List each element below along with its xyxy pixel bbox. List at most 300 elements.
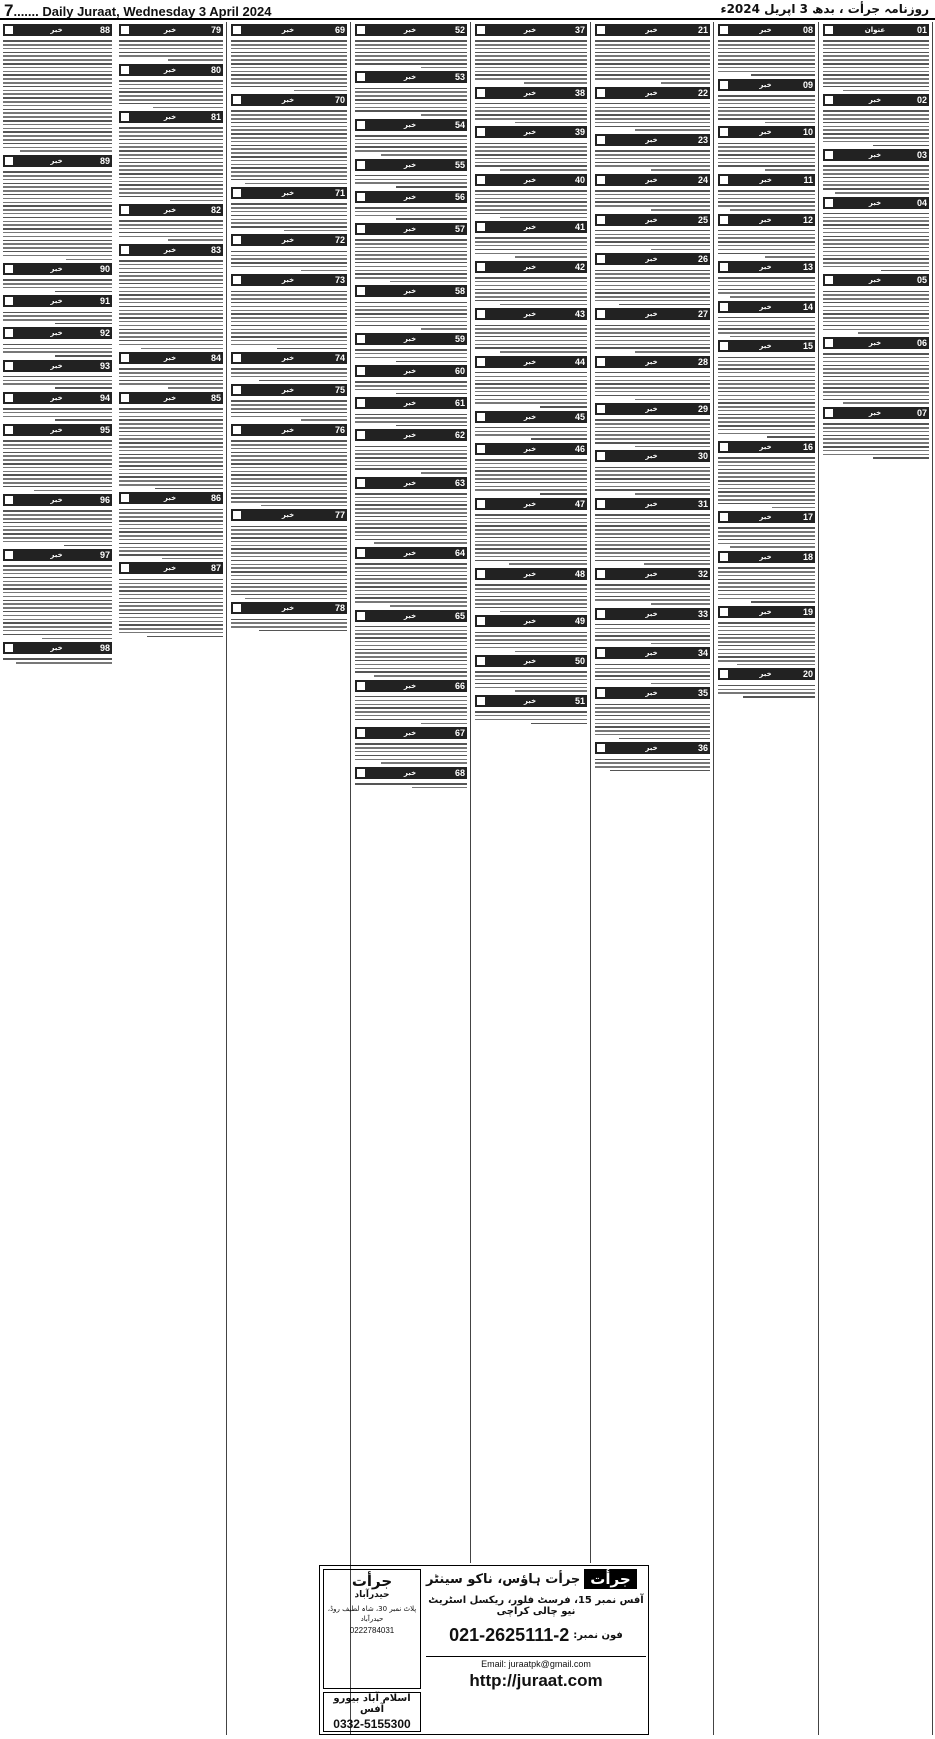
story-number: 12 <box>802 214 813 225</box>
text-line <box>231 266 347 268</box>
text-line <box>595 675 710 677</box>
text-line <box>119 380 223 382</box>
story-title: خبر <box>50 551 63 560</box>
story-title: خبر <box>281 425 295 434</box>
text-line <box>3 474 112 476</box>
masthead-dots: ....... <box>13 4 39 19</box>
text-line <box>595 281 710 283</box>
text-line <box>718 67 815 69</box>
text-line <box>823 122 929 124</box>
text-line <box>119 325 223 327</box>
text-line <box>475 427 587 429</box>
story-title: خبر <box>403 729 417 738</box>
text-line <box>595 544 710 546</box>
text-line <box>475 340 587 342</box>
text-line <box>119 435 223 437</box>
text-line <box>595 599 710 601</box>
text-line <box>595 423 710 425</box>
text-line <box>475 209 587 211</box>
text-line <box>718 472 815 474</box>
text-line <box>355 597 467 599</box>
text-line <box>231 533 347 535</box>
text-line <box>3 101 112 103</box>
news-story <box>119 352 223 389</box>
text-line <box>823 313 929 315</box>
text-line <box>765 256 815 258</box>
news-story <box>823 337 929 404</box>
text-line <box>595 48 710 50</box>
story-title: خبر <box>868 198 882 207</box>
ad-url-link[interactable]: http://juraat.com <box>469 1671 603 1690</box>
text-line <box>355 637 467 639</box>
story-title: خبر <box>868 96 882 105</box>
text-line <box>119 154 223 156</box>
text-line <box>718 63 815 65</box>
ad-logo-row <box>426 1569 646 1589</box>
text-line <box>3 573 112 575</box>
story-body <box>823 286 929 334</box>
story-title: خبر <box>523 175 537 184</box>
text-line <box>595 434 710 436</box>
text-line <box>355 457 467 459</box>
text-line <box>475 474 587 476</box>
text-line <box>595 162 710 164</box>
text-line <box>355 649 467 651</box>
text-line <box>500 304 587 306</box>
story-header <box>3 494 112 506</box>
story-header <box>823 274 929 286</box>
story-header <box>595 568 710 580</box>
news-story <box>718 301 815 338</box>
story-title: خبر <box>523 657 537 666</box>
text-line <box>3 86 112 88</box>
story-marker-icon <box>825 26 833 34</box>
story-marker-icon <box>825 276 833 284</box>
text-line <box>355 668 467 670</box>
text-line <box>355 582 467 584</box>
news-story <box>475 356 587 408</box>
story-title: خبر <box>163 354 177 362</box>
text-line <box>355 277 467 279</box>
news-story <box>595 308 710 352</box>
story-number: 32 <box>697 568 708 579</box>
story-body <box>595 580 710 605</box>
story-title: خبر <box>645 569 658 578</box>
text-line <box>765 122 815 124</box>
story-title: خبر <box>403 160 417 169</box>
text-line <box>635 129 710 131</box>
story-marker-icon <box>597 358 605 366</box>
text-line <box>119 602 223 604</box>
text-line <box>119 173 223 175</box>
text-line <box>355 539 467 541</box>
story-header <box>231 352 347 364</box>
news-story <box>355 680 467 724</box>
text-line <box>119 446 223 448</box>
text-line <box>119 162 223 164</box>
text-line <box>168 59 223 61</box>
text-line <box>743 696 815 698</box>
text-line <box>718 491 815 493</box>
text-line <box>231 118 347 120</box>
story-number: 11 <box>803 174 813 185</box>
story-number: 77 <box>334 510 345 521</box>
story-marker-icon <box>597 89 605 97</box>
text-line <box>718 641 815 643</box>
text-line <box>475 376 587 378</box>
text-line <box>3 348 112 350</box>
text-line <box>231 501 347 503</box>
text-line <box>718 234 815 236</box>
story-header <box>231 602 347 614</box>
text-line <box>718 469 815 471</box>
text-line <box>231 55 347 57</box>
story-marker-icon <box>597 452 605 460</box>
story-title: خبر <box>645 405 658 413</box>
story-body <box>355 83 467 115</box>
text-line <box>823 126 929 128</box>
text-line <box>231 444 347 446</box>
story-header <box>355 333 467 345</box>
text-line <box>3 630 112 632</box>
text-line <box>718 598 815 600</box>
story-number: 56 <box>454 191 465 202</box>
story-marker-icon <box>825 199 833 207</box>
story-title: خبر <box>163 564 177 573</box>
text-line <box>231 74 347 76</box>
text-line <box>64 545 112 547</box>
story-marker-icon <box>5 329 13 337</box>
text-line <box>3 109 112 111</box>
text-line <box>475 639 587 641</box>
text-line <box>475 467 587 469</box>
story-title: خبر <box>645 609 658 618</box>
text-line <box>355 55 467 57</box>
news-story <box>355 727 467 764</box>
text-line <box>355 95 467 97</box>
story-marker-icon <box>720 303 728 311</box>
text-line <box>119 512 223 514</box>
text-line <box>3 482 112 484</box>
story-title: خبر <box>163 494 177 503</box>
text-line <box>355 421 467 423</box>
text-line <box>355 630 467 632</box>
hyderabad-office-box <box>323 1569 421 1689</box>
text-line <box>475 237 587 239</box>
story-number: 58 <box>454 286 465 297</box>
text-line <box>231 497 347 499</box>
story-title: خبر <box>50 393 63 402</box>
text-line <box>3 452 112 454</box>
story-number: 28 <box>697 356 708 367</box>
text-line <box>595 442 710 444</box>
text-line <box>595 44 710 46</box>
story-title: خبر <box>50 329 63 338</box>
story-header <box>475 695 587 707</box>
text-line <box>119 609 223 611</box>
text-line <box>718 653 815 655</box>
text-line <box>3 147 112 149</box>
story-title: خبر <box>281 511 295 520</box>
story-number: 39 <box>574 127 585 138</box>
text-line <box>823 387 929 389</box>
text-line <box>823 298 929 300</box>
news-story <box>595 687 710 739</box>
text-line <box>355 107 467 109</box>
text-line <box>595 715 710 717</box>
text-line <box>595 198 710 200</box>
story-marker-icon <box>720 670 728 678</box>
story-body <box>475 707 587 724</box>
text-line <box>119 127 223 129</box>
text-line <box>595 325 710 327</box>
text-line <box>355 590 467 592</box>
text-line <box>355 645 467 647</box>
text-line <box>718 575 815 577</box>
text-line <box>119 340 223 342</box>
text-line <box>119 579 223 581</box>
story-title: خبر <box>868 338 882 347</box>
text-line <box>16 662 112 664</box>
story-title: خبر <box>281 189 295 198</box>
news-story <box>3 494 112 546</box>
story-body <box>355 692 467 724</box>
story-body <box>3 654 112 664</box>
story-marker-icon <box>233 26 241 34</box>
news-story <box>595 647 710 684</box>
text-line <box>355 306 467 308</box>
story-marker-icon <box>233 426 241 434</box>
story-header <box>823 407 929 419</box>
text-line <box>515 122 587 124</box>
text-line <box>475 533 587 535</box>
text-line <box>355 578 467 580</box>
text-line <box>475 522 587 524</box>
news-story <box>119 111 223 201</box>
text-line <box>119 594 223 596</box>
story-number: 01 <box>916 25 927 35</box>
text-line <box>3 467 112 469</box>
text-line <box>475 537 587 539</box>
story-body <box>475 510 587 565</box>
text-line <box>355 179 467 181</box>
text-line <box>231 336 347 338</box>
text-line <box>823 353 929 355</box>
text-line <box>595 52 710 54</box>
text-line <box>119 598 223 600</box>
story-header <box>595 24 710 36</box>
page-number: 7 <box>4 1 14 20</box>
news-story <box>119 64 223 108</box>
story-body <box>823 209 929 272</box>
story-body <box>475 627 587 652</box>
text-line <box>231 340 347 342</box>
text-line <box>595 277 710 279</box>
story-marker-icon <box>357 431 365 439</box>
story-number: 69 <box>334 25 345 35</box>
text-line <box>355 417 467 419</box>
news-story <box>718 24 815 76</box>
text-line <box>355 182 467 184</box>
text-line <box>231 583 347 585</box>
news-story <box>3 24 112 152</box>
text-line <box>718 567 815 569</box>
text-line <box>475 190 587 192</box>
text-line <box>231 332 347 334</box>
text-line <box>475 395 587 397</box>
text-line <box>381 762 467 764</box>
text-line <box>231 126 347 128</box>
story-header <box>718 214 815 226</box>
story-title: خبر <box>50 361 63 370</box>
text-line <box>119 103 223 105</box>
text-line <box>595 639 710 641</box>
story-number: 61 <box>454 398 465 409</box>
text-line <box>823 40 929 42</box>
text-line <box>718 499 815 501</box>
text-line <box>355 389 467 391</box>
news-story <box>355 159 467 188</box>
text-line <box>751 601 815 603</box>
text-line <box>718 59 815 61</box>
text-line <box>3 380 112 382</box>
story-body <box>823 419 929 459</box>
story-number: 80 <box>210 64 221 75</box>
text-line <box>3 626 112 628</box>
text-line <box>595 624 710 626</box>
text-line <box>162 558 223 560</box>
story-header <box>718 301 815 313</box>
hyderabad-address: پلاٹ نمبر 30، شاہ لطیف روڈ، حیدرآباد <box>327 1605 417 1623</box>
text-line <box>3 67 112 69</box>
story-marker-icon <box>477 26 485 34</box>
news-story <box>595 253 710 305</box>
text-line <box>355 313 467 315</box>
text-line <box>355 247 467 249</box>
text-line <box>231 567 347 569</box>
text-line <box>119 554 223 556</box>
news-story <box>355 223 467 283</box>
text-line <box>231 548 347 550</box>
news-story <box>355 333 467 362</box>
text-line <box>595 431 710 433</box>
news-story <box>3 327 112 356</box>
story-number: 04 <box>916 197 927 208</box>
story-number: 13 <box>802 261 813 272</box>
story-number: 89 <box>99 155 110 166</box>
text-line <box>355 711 467 713</box>
text-line <box>231 160 347 162</box>
text-line <box>355 719 467 721</box>
story-body <box>595 699 710 739</box>
text-line <box>595 628 710 630</box>
text-line <box>119 268 223 270</box>
story-marker-icon <box>233 386 241 394</box>
text-line <box>3 221 112 223</box>
text-line <box>823 372 929 374</box>
story-number: 66 <box>454 680 465 691</box>
text-line <box>610 770 710 772</box>
text-line <box>355 321 467 323</box>
text-line <box>231 110 347 112</box>
story-marker-icon <box>121 246 129 254</box>
text-line <box>355 751 467 753</box>
text-line <box>355 309 467 311</box>
story-title: خبر <box>281 354 295 362</box>
story-body <box>119 404 223 490</box>
text-line <box>718 660 815 662</box>
story-number: 84 <box>210 353 221 363</box>
story-number: 27 <box>697 309 708 320</box>
news-story <box>823 197 929 272</box>
text-line <box>3 412 112 414</box>
story-body <box>119 76 223 108</box>
story-title: خبر <box>759 215 772 224</box>
story-marker-icon <box>720 26 728 34</box>
text-line <box>231 63 347 65</box>
ad-phone-row <box>426 1625 646 1646</box>
text-line <box>231 86 347 88</box>
text-line <box>475 541 587 543</box>
story-number: 30 <box>697 451 708 462</box>
juraat-advertisement <box>319 1565 649 1735</box>
text-line <box>718 465 815 467</box>
story-marker-icon <box>825 151 833 159</box>
news-story <box>355 24 467 68</box>
story-body <box>595 146 710 171</box>
text-line <box>595 671 710 673</box>
text-line <box>595 664 710 666</box>
hyderabad-brand: جرأت <box>351 1572 393 1590</box>
text-line <box>3 518 112 520</box>
text-line <box>515 651 587 653</box>
masthead-left <box>4 1 271 21</box>
text-line <box>119 181 223 183</box>
text-line <box>823 383 929 385</box>
text-line <box>595 122 710 124</box>
text-line <box>231 67 347 69</box>
text-line <box>635 446 710 448</box>
text-line <box>475 332 587 334</box>
story-title: خبر <box>523 26 537 34</box>
text-line <box>718 321 815 323</box>
text-line <box>475 143 587 145</box>
story-header <box>595 608 710 620</box>
story-body <box>355 345 467 362</box>
story-title: خبر <box>403 681 417 690</box>
text-line <box>231 474 347 476</box>
text-line <box>355 586 467 588</box>
text-line <box>3 565 112 567</box>
text-line <box>3 205 112 207</box>
text-line <box>595 541 710 543</box>
text-line <box>119 336 223 338</box>
story-header <box>475 126 587 138</box>
news-story <box>355 285 467 329</box>
text-line <box>718 277 815 279</box>
story-title: خبر <box>759 513 772 522</box>
story-title: خبر <box>403 120 417 129</box>
story-body <box>3 307 112 324</box>
story-header <box>3 642 112 654</box>
story-number: 65 <box>454 610 465 621</box>
text-line <box>475 114 587 116</box>
story-number: 55 <box>454 159 465 170</box>
text-line <box>823 165 929 167</box>
text-line <box>3 510 112 512</box>
text-line <box>3 577 112 579</box>
story-number: 68 <box>454 767 465 778</box>
